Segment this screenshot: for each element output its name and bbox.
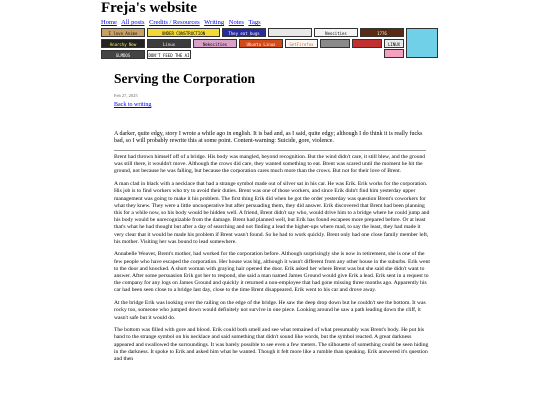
- paragraph: Annabelle Weaver, Brent's mother, had worked for the corporation before. Although surprisingly she is now in retirement, she is one of the few people who have escaped the corporation. Her house was big, although it wasn't different from any other house in the suburbs. Erik went to the door and knocked. A short woman with graying hair opened the door. Erik asked her where Brent was but she said she didn't want to answer. After some persuasion Erik got her to respond, she said a man named James Ground would give Erik a lead. Erik sent in a request to the company for any logs on James Ground and quickly it returned a non-employee that had gone missing three months ago. Apparently his car had been seen close to a bridge last day, close to the time Brent disappeared. Erik went to his car and drove away.: [114, 251, 430, 294]
- post-body: [114, 154, 430, 369]
- glmdos-badge[interactable]: GLMDOS: [101, 50, 145, 59]
- nav-all-posts-link[interactable]: All posts: [121, 19, 145, 26]
- top-nav: [101, 19, 264, 26]
- paragraph: The bottom was filled with gore and blood. Erik could both smell and see what remained of what presumably was Brent's body. He put his hand to the strange symbol on his necklace and said something that didn't sound like words, but the symbol reacted. A great darkness appeared and swallowed the surroundings. It was barely possible to see even a few meters. The silhouette of something could be seen hiding in the darkness. It spoke to Erik and asked him what he wanted. Though it felt more like a rumble than speaking. Erik answered it's question and then: [114, 327, 429, 363]
- anime-badge[interactable]: I love Anime: [101, 28, 145, 37]
- bugs-badge[interactable]: They eat bugs: [222, 28, 266, 37]
- pink-badge[interactable]: [384, 49, 404, 58]
- post-title: Serving the Corporation: [114, 71, 255, 86]
- dont-feed-ai-badge[interactable]: DON'T FEED THE AI: [147, 50, 191, 59]
- nekocities-badge[interactable]: Nekocities: [193, 39, 237, 48]
- year-badge[interactable]: 1776: [360, 28, 404, 37]
- divider: [114, 150, 426, 151]
- firefox-badge[interactable]: GetFirefox: [285, 39, 318, 48]
- ubuntu-badge[interactable]: Ubuntu Linux: [239, 39, 283, 48]
- nav-tags-link[interactable]: Tags: [248, 19, 261, 26]
- nav-home-link[interactable]: Home: [101, 19, 117, 26]
- under-construction-badge[interactable]: UNDER CONSTRUCTION: [147, 28, 220, 37]
- nav-credits-link[interactable]: Credits / Resources: [149, 19, 200, 26]
- paragraph: At the bridge Erik was looking over the railing on the edge of the bridge. He saw the deep drop down but he couldn't see the bottom. It was rocky too, someone who jumped down would definitely not survive in one piece. Looking around he saw a path leading down the cliff, it wasn't safe but it would do.: [114, 300, 426, 321]
- paragraph: A man clad in black with a necklace that had a strange symbol made out of silver sat in his car. He was Erik. Erik works for the corporation. His job is to find workers who try to avoid their duties. Brent was one of those workers, and since Erik didn't find him yesterday upper management was going to make it his problem. The first thing Erik did when he got the order yesterday was question Brent's coworkers for what they knew. They were a little uncooperative but after persuading them, they did answer. Erik discovered that Brent had been planning this for a while now, so his body would be hidden well. A friend, Brent didn't say who, would drive him to a bridge where he could jump and his body would be unrecognizable from the damage. Brent had planned well, but Erik has found escapees more prepared before. Or at least that's what he had thought but after a day of searching and not finding a lead the higher-ups where mad, to say the least, they had made it very clear that it would be made his problem if Brent wasn't found. So he had to work quickly. Brent only had one close family member left, his mother. Visiting her was bound to lead somewhere.: [114, 181, 430, 245]
- linux-badge[interactable]: Linux: [147, 39, 191, 48]
- character-badge[interactable]: [406, 28, 438, 58]
- post-date: Feb 27, 2025: [114, 93, 138, 98]
- nav-writing-link[interactable]: Writing: [204, 19, 225, 26]
- misc-badge-2[interactable]: [320, 39, 350, 48]
- nav-notes-link[interactable]: Notes: [228, 19, 244, 26]
- post-intro: A darker, quite edgy, story I wrote a while ago in english. It is bad and, as I said, quite edgy; although I do think it is really fucks bad, so I will probably rewrite this at some point. Content-warning: Suicide, gore, violence.: [114, 131, 423, 144]
- misc-badge[interactable]: [268, 28, 312, 37]
- site-title: Freja's website: [101, 0, 197, 16]
- linux-text-badge[interactable]: LINUX: [384, 39, 404, 48]
- anarchy-badge[interactable]: Anarchy Now: [101, 39, 145, 48]
- neocities-badge[interactable]: Neocities: [314, 28, 358, 37]
- paragraph: Brent had thrown himself off of a bridge. His body was mangled, beyond recognition. But the wind didn't care, it still blew, and the ground was still there, it wouldn't move. Although the crows did care, they wanted something to eat. Brent was scared until the moment he hit the ground, not because he was falling, but because the corporation cares much more than the crows. But not for their love of Brent.: [114, 154, 426, 175]
- misc-badge-3[interactable]: [352, 39, 382, 48]
- back-to-writing-link[interactable]: Back to writing: [114, 102, 152, 108]
